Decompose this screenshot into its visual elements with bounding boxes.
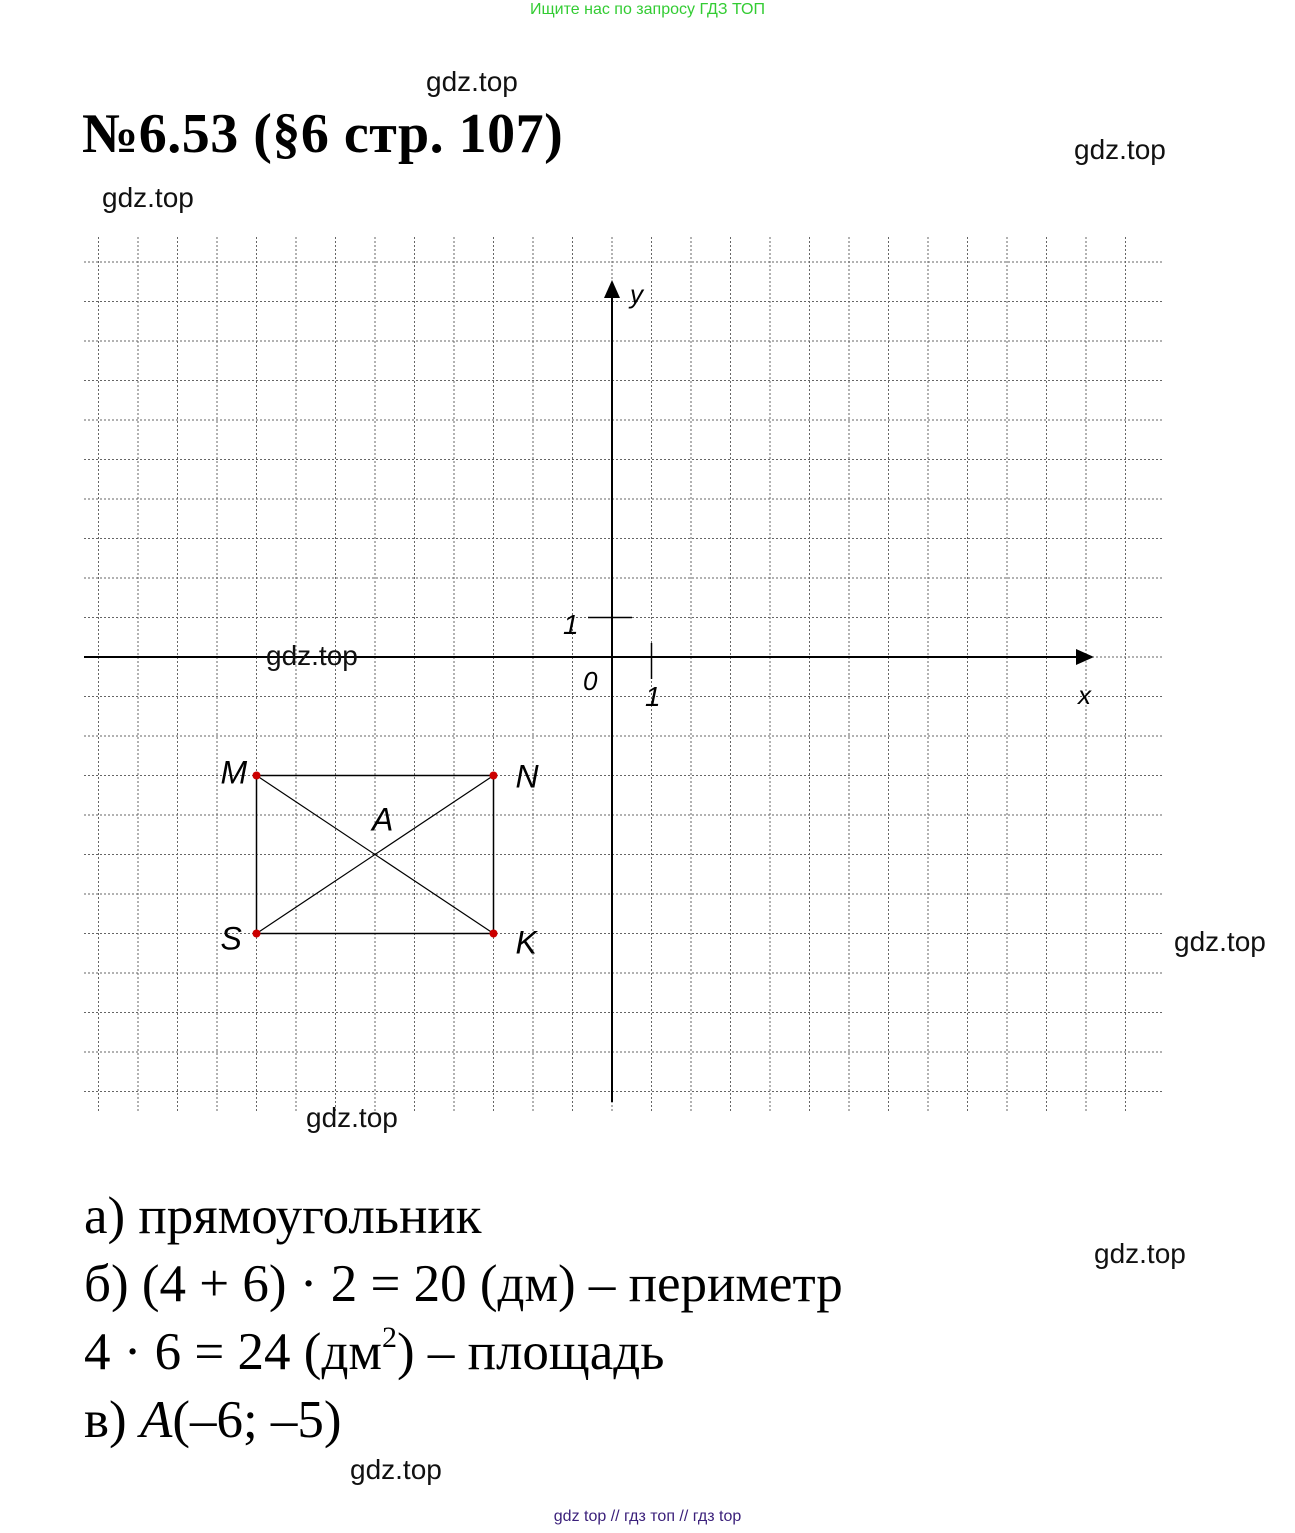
answer-a: а) прямоугольник: [84, 1187, 482, 1245]
watermark: gdz.top: [1174, 926, 1266, 957]
answer-b: б) (4 + 6) · 2 = 20 (дм) – периметр: [84, 1255, 843, 1313]
point-m-label: M: [220, 754, 248, 791]
watermark: gdz.top: [1074, 134, 1166, 165]
x-axis-label: x: [1078, 680, 1091, 710]
point-n-label: N: [515, 758, 539, 795]
point-a-label: A: [372, 801, 394, 838]
graph-labels: [221, 279, 1093, 961]
y-unit-label: 1: [563, 609, 579, 640]
area-text: 4 · 6 = 24 (дм: [84, 1323, 382, 1381]
origin-label: 0: [583, 666, 598, 696]
problem-title: №6.53 (§6 стр. 107): [82, 103, 564, 165]
answer-v: [84, 1390, 342, 1450]
watermark: gdz.top: [102, 182, 194, 213]
footer-links[interactable]: gdz top // гдз топ // гдз top: [553, 1508, 742, 1525]
x-unit-label: 1: [645, 681, 661, 712]
point-s-label: S: [220, 920, 242, 957]
search-banner[interactable]: Ищите нас по запросу ГДЗ ТОП: [530, 1, 765, 18]
point-a-name: A: [139, 1391, 173, 1449]
watermark: gdz.top: [306, 1102, 398, 1133]
x-axis-arrow-icon: [1076, 649, 1094, 665]
point-k-label: K: [515, 924, 537, 961]
watermark: gdz.top: [266, 640, 358, 671]
area-exponent: 2: [381, 1321, 397, 1354]
grid-lines: [84, 237, 1163, 1112]
point-a-coords: (–6; –5): [172, 1391, 342, 1449]
point-n-dot: [490, 772, 498, 780]
area-suffix: ) – площадь: [396, 1323, 665, 1381]
watermark: gdz.top: [426, 66, 518, 97]
watermark: gdz.top: [1094, 1238, 1186, 1269]
watermark: gdz.top: [350, 1454, 442, 1485]
answer-v-prefix: в): [84, 1391, 140, 1449]
y-axis-arrow-icon: [604, 280, 620, 298]
point-k-dot: [490, 930, 498, 938]
point-m-dot: [253, 772, 261, 780]
answer-area: [84, 1322, 664, 1382]
y-axis-label: y: [630, 279, 643, 309]
point-s-dot: [253, 930, 261, 938]
